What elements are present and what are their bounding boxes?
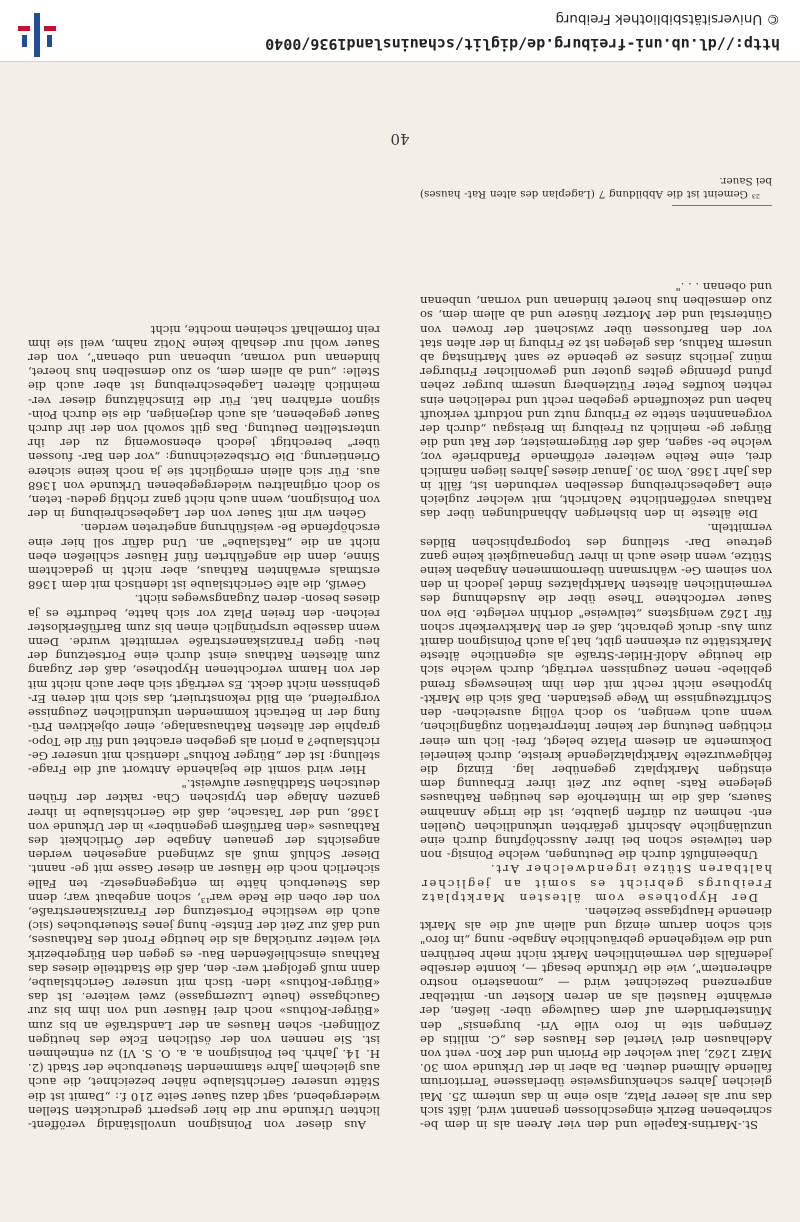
footer-bar [0,0,800,62]
paragraph: Gewiß, die alte Gerichtslaube ist identisch mit dem 1368 erstmals erwähnten Rathaus, aber nicht in gedachtem Sinne, denn die angeführten fünf Häuser schließen eben nicht an die „Ratslaube" an. Und dafür soll hier eine erschöpfende Be- weisführung angetreten werden. [28,521,380,593]
paragraph: Der Hypothese vom ältesten Marktplatz Freiburgs gebricht es somit an jeglicher haltbaren Stütze irgendwelcher Art. [420,862,772,905]
footer-url[interactable]: http://dl.ub.uni-freiburg.de/diglit/schauinsland1936/0040 [265,35,780,53]
text-column-right [28,322,380,1132]
paragraph: Hier wird somit die bejahende Antwort auf die Frage- stellung: Ist der „Bürger Rothus" identisch mit unserer Ge- richtslaube? a priori als gegeben erachtet und für die Topo- graphie der ältesten Rathausanlage, einer objektiven Prü- fung der in Betracht kommenden urkundlichen Zeugnisse vorgreifend, ein Bild rekonstruiert, das sich mit deren Er- gebnissen nicht deckt. Es verträgt sich aber auch nicht mit der von Hamm verfochtenen Hypothese, daß der Zugang zum ältesten Rathaus einst durch eine Fortsetzung der heu- tigen Franziskanerstraße vermittelt wurde. Denn wenn dasselbe ursprünglich einen bis zum Barfüßerkloster reichen- den freien Platz vor sich hatte, bedurfte es ja dieses beson- deren Zugangsweges nicht. [28,592,380,777]
paragraph: Unbeeinflußt durch die Deutungen, welche Poinsig- non den teilweise schon bei ihrer Ausschöpfung durch eine unzulängliche Abschrift gefärbten urkundlichen Quellen ent- nehmen zu dürfen glaubte, ist die irrige Annahme Sauers, daß die im Hinterhofe des heutigen Rathauses gelegene Rats- laube zur Zeit ihrer Erbauung dem einstigen Marktplatz gegenüber lag. Einzig die fehlgewurzelte Marktplatzlegende kreiste, durch keinerlei Dokumente an diesem Platze belegt, frei- lich um einer richtigen Deutung der keiner Interpretation zugänglichen, wenn auch wenigen, so doch völlig ausreichen- den Schriftzeugnisse im Wege gestanden. Daß sich die Markt- hypothese nicht recht mit den ihm keineswegs fremd gebliebe- nenen Zeugnissen verträgt, durch welche sich die heutige Adolf-Hitler-Straße als eigentliche älteste Marktstätte zu erkennen gibt, hat ja auch Poinsignon damit zum Aus- druck gebracht, daß er den Marktverkehr schon für 1262 wenigstens „teilweise" dorthin verlegte. Die von Sauer verfochtene These über die Ausdehnung des vermeintlichen ältesten Marktplatzes findet jedoch in den von seinem Ge- währsmann übernommenen Angaben keine Stütze, wenn diese auch in ihrer Ungenauigkeit keine ganz getreue Dar- stellung des topographischen Bildes vermitteln. [420,521,772,863]
scanned-page [0,62,800,1222]
paragraph: Aus dieser von Poinsignon unvollständig veröffent- lichten Urkunde nur die hier gesperrt gedruckten Stellen wiedergebend, sagt dazu Sauer Seite 210 f.: „Damit ist die Stätte unserer Gerichtslaube näher bezeichnet, die auch aus gleichem Jahre stammenden Steuerbuche der Stadt (2. H. 14. Jahrh. bei Poinsignon a. a. O. S. VI) zu entnehmen ist. Sie nennen von der östlichen Ecke des heutigen Zollingeri- schen Hauses an der Landstraße an bis zum «Bürger-Rothus» noch drei Häuser und von ihm bis zur Gauchgasse (heute Luzerngasse) zwei weitere. Ist das «Bürger-Rothus» iden- tisch mit unserer Gerichtslaube, dann muß gefolgert wer- den, daß die Stadtteile dieses das Rathaus einschließenden Bau- es gegen den Bürgerbezirk viel weiter zurücklag als die heutige Front des Rathauses, und daß zur Zeit der Entste- hung jenes Steuerbuches (sic) auch die westliche Fortsetzung der Franziskanerstraße, von der oben die Rede war¹³, schon angebaut war; denn das Steuerbuch hätte im entgegengesetz- ten Falle sicherlich noch die Häuser an dieser Gasse mit ge- nannt. Dieser Schluß muß als zwingend angesehen werden angesichts der genauen Angabe der Örtlichkeit des Rathauses «den Barfüßern gegenüber» in der Urkunde von 1368, und der Tatsache, daß die Gerichtslaube in ihrer ganzen Anlage den typischen Cha- rakter der frühen deutschen Stadthäuser aufweist." [28,777,380,1132]
university-library-logo-icon [12,13,62,57]
footnote-divider [672,205,772,206]
paragraph: St.-Martins-Kapelle und den vier Areen als in dem be- schriebenen Bezirk eingeschlossen genannt wird, läßt sich das nur als leerer Platz, also eine in das unterm 25. Mai gleichen Jahres schenkungsweise überlassene Territorium fallende Allmend deuten. Da aber in der Urkunde vom 30. März 1262, laut welcher die Priorin und der Kon- vent von Adelhausen drei Viertel des Hauses des „C. militis de Zeringen site in foro ville Vri- burgensis" den Münsterbrüdern auf dem Gaulwege über- ließen, der erwähnte Hausteil als an deren Kloster un- mittelbar angrenzend bezeichnet wird — „monasterio nostro adherentem", wie die Urkunde besagt —, konnte derselbe jedenfalls den vermeintlichen Markt nicht mehr berühren und die weitgehende gebräuchliche Angabe- nung „in foro" sich schon darum einzig und allein auf die als Markt dienende Hauptgasse beziehen. [420,904,772,1132]
text-column-left [420,280,772,1132]
footnote: ²³ Gemeint ist die Abbildung 7 (Lageplan des alten Rat- hauses) bei Sauer. [420,175,772,200]
footer-copyright: © Universitätsbibliothek Freiburg [555,11,780,27]
paragraph: Gehen wir mit Sauer von der Lagebeschreibung in der von Poinsignon, wenn auch nicht ganz richtig gedeu- teten, so doch originaltreu wiedergegebenen Urkunde von 1368 aus. Für sich allein ermöglicht sie ja noch keine sichere Orientierung. Die Ortsbezeichnung: „vor den Bar- fuossen über" berechtigt jedoch ebensowenig zu der ihr unterstellten Deutung. Das gilt sowohl von der ihr durch Sauer gegebenen, als auch derjenigen, die sie durch Poin- signon erfahren hat. Für die Einschätzung dieser ver- meintlich älteren Lagebeschreibung ist aber auch die Stelle: „und ab allem dem, so zuo demselben hus hoeret, hindenan und vornan, unbenan und obenan", von der Sauer wohl nur deshalb keine Notiz nahm, weil sie ihm rein formelhaft scheinen mochte, nicht [28,322,380,522]
page-number: 40 [390,130,410,148]
paragraph: Die älteste in den bisherigen Abhandlungen über das Rathaus veröffentlichte Nachricht, mit welcher zugleich eine Lagebeschreibung desselben verbunden ist, fällt in das Jahr 1368. Vom 30. Januar dieses Jahres liegen nämlich drei, eine Reihe weiterer eröffnende Pfandbriefe vor, welche be- sagen, daß der Bürgermeister, der Rat und die Bürger ge- meinlich zu Freiburg im Breisgau „durch der vorgenannten stette ze Friburg nutz und notdurft verkouft haben und zekouffende gegeben recht und redelichen eins rehten kouffes Peter Fützlenberg unserm burger zehen pfund pfennige geltes guoter und gewonlicher Friburger münz jerlichs zinses ze gebende ze sant Martinstag ab unserm Rathus, das gelegen ist ze Friburg in der alten stat vor den Barfuossen über zwischent der frowen von Günterstal und der Mortzer hüsere und ab allem dem, so zuo demselben hus hoeret hindenan und vornan, unbenan und obenan . . ." [420,280,772,522]
